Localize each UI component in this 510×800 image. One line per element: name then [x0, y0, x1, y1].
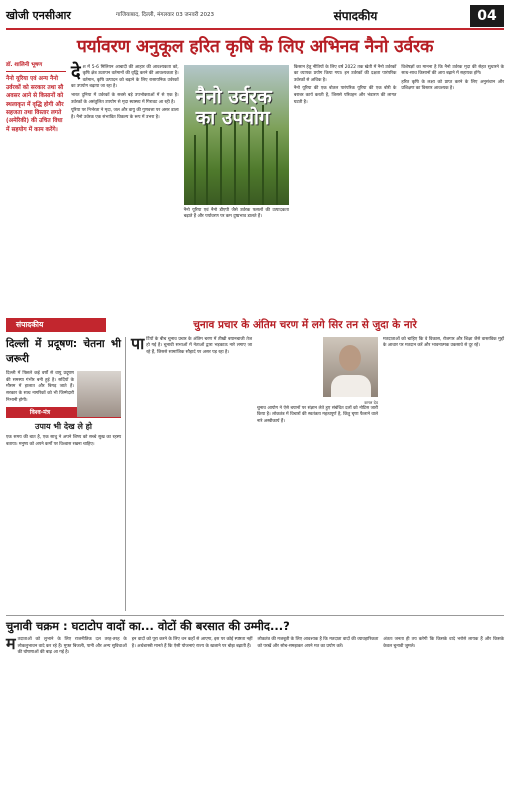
lead-paragraph: यूरिया पर निर्भरता ने मृदा, जल और वायु की गुणवत्ता पर असर डाला है। नैनो उर्वरक एक संभावित विकल्प के रूप में उभरा है। — [71, 108, 179, 120]
editorial-headline: दिल्ली में प्रदूषण: चेतना भी जरूरी — [6, 337, 121, 366]
bottom-column-2: इन वादों को पूरा करने के लिए धन कहाँ से आएगा, इस पर कोई स्पष्टता नहीं है। अर्थशास्त्री मानते हैं कि ऐसी योजनाएं राज्य के खजाने पर बोझ बढ़ाती हैं। — [131, 637, 253, 649]
issue-date: गाजियाबाद, दिल्ली, मंगलवार 03 जनवरी 2023 — [116, 12, 215, 19]
lead-column-4 — [401, 65, 504, 313]
sub-section-headline: उपाय भी देख ले हो — [34, 422, 92, 432]
section-title: संपादकीय — [333, 8, 378, 23]
page-number: 04 — [470, 5, 504, 27]
photo-credit: कमल देव — [364, 399, 378, 405]
lead-column-3 — [294, 65, 397, 313]
photo-caption: नैनो यूरिया एवं नैनो डीएपी जैसे उर्वरक फसलों की उत्पादकता बढ़ाते हैं और पर्यावरण पर कम दुष्प्रभाव डालते हैं। — [183, 207, 289, 220]
bottom-column-3: लोकतंत्र की मजबूती के लिए आवश्यक है कि मतदाता वादों की व्यावहारिकता को परखें और सोच-समझकर अपने मत का प्रयोग करें। — [257, 637, 379, 649]
lead-column-1 — [71, 61, 179, 313]
bottom-dropcap: म — [6, 634, 16, 654]
lead-paragraph: श में 5-6 मिलियन आबादी की आहार की आवश्यकता को, कृषि क्षेत्र ऊतापन वर्तमानों की वृद्धि करने की आवश्यकता है। वर्तमान, कृषि उत्पादन को बढ़ाने के लिए रासायनिक उर्वरकों का उपयोग बढ़ाया जा रहा है। — [71, 64, 179, 90]
lead-dropcap: दे — [71, 61, 81, 83]
lead-headline: पर्यावरण अनुकूल हरित कृषि के लिए अभिनव नैनो उर्वरक — [76, 37, 434, 57]
bottom-column-4: अंततः जनता ही तय करेगी कि किसके वादे भरोसे लायक हैं और किसके केवल चुनावी जुमले। — [383, 637, 504, 649]
bottom-headline: चुनावी चक्रम : घटाटोप वादों का... वोटों की बरसात की उम्मीद...? — [6, 615, 504, 635]
editorial-photo — [77, 371, 121, 417]
newspaper-logo: खोजी एनसीआर — [6, 8, 71, 22]
bottom-column-1: मतदाताओं को लुभाने के लिए राजनीतिक दल तरह-तरह के लोकलुभावन वादे कर रहे हैं। मुफ्त बिजली, पानी और अन्य सुविधाओं की घोषणाओं की बाढ़ आ गई है। — [6, 634, 127, 656]
bottom-article — [6, 634, 504, 659]
lead-photo-column — [184, 65, 289, 313]
crop-photo — [184, 65, 289, 205]
photo-overlay-text: नैनो उर्वरक का उपयोग — [195, 85, 272, 130]
article-dropcap: पा — [131, 333, 145, 353]
editorial-text: दिल्ली में पिछले कई वर्षों से वायु प्रदूषण की समस्या गंभीर बनी हुई है। सर्दियों के मौसम में हालात और बिगड़ जाते हैं। सरकार के साथ नागरिकों को भी जिम्मेदारी निभानी होगी। — [6, 371, 74, 403]
lead-paragraph: नैनो यूरिया की एक बोतल पारंपरिक यूरिया की एक बोरी के बराबर कार्य करती है, जिससे परिवहन और भंडारण की लागत घटती है। — [293, 86, 397, 105]
author-name: डॉ. शालिनी भूषण — [6, 62, 66, 72]
editorial-column — [6, 337, 126, 611]
article-column-3: मतदाताओं को चाहिए कि वे विकास, रोजगार और शिक्षा जैसे वास्तविक मुद्दों के आधार पर मतदान करें और भावनात्मक उकसावे से दूर रहें। — [383, 336, 504, 349]
editorial-band-label: संपादकीय — [6, 318, 106, 332]
masthead — [6, 4, 504, 30]
middle-section — [6, 333, 504, 611]
article-headline: चुनाव प्रचार के अंतिम चरण में लगे सिर तन से जुदा के नारे — [193, 318, 417, 331]
lead-paragraph: हरित कृषि के लक्ष्य को प्राप्त करने के लिए अनुसंधान और प्रशिक्षण का विस्तार आवश्यक है। — [401, 79, 504, 92]
lead-paragraph: भारत दुनिया में उर्वरकों के सबसे बड़े उपभोक्ताओं में से एक है। उर्वरकों के असंतुलित उपयोग से मृदा स्वास्थ्य में गिरावट आ रही है। — [71, 93, 179, 105]
columnist-photo — [323, 337, 378, 397]
article-body — [131, 333, 504, 611]
lead-paragraph: विशेषज्ञों का मानना है कि नैनो उर्वरक मृदा की सेहत सुधारने के साथ-साथ किसानों की आय बढ़ाने में सहायक होंगे। — [401, 64, 504, 77]
sub-section-text: एक समय की बात है, एक साधु ने अपने शिष्य को सच्चे सुख का रहस्य बताया। मनुष्य को अपने कर्मों पर विश्वास रखना चाहिए। — [6, 435, 121, 447]
editorial-band — [6, 317, 504, 333]
article-column-1: पार्टियों के बीच चुनाव प्रचार के अंतिम चरण में तीखी बयानबाजी तेज हो गई है। चुनावी सभाओं में नेताओं द्वारा भड़काऊ नारे लगाए जा रहे हैं, जिससे सामाजिक सौहार्द पर असर पड़ रहा है। — [131, 333, 252, 355]
article-column-2: कमल देव चुनाव आयोग ने ऐसे बयानों पर संज्ञान लेते हुए संबंधित दलों को नोटिस जारी किया है। लोकतंत्र में विचारों की स्वतंत्रता महत्वपूर्ण है, किंतु घृणा फैलाने वाले नारे अस्वीकार्य हैं। — [257, 337, 378, 611]
pull-quote: नैनो यूरिया एवं अन्य नैनो उर्वरकों को सरकार तथा सौ अवसर आने से किसानों को स्थलाकृत में वृद्धि होगी और सहजता तथा विस्तार लगते (अमेरिकी) की उचित विधा में सहयोग में काम करेंगे। — [6, 76, 64, 133]
author-sidebar — [6, 62, 66, 134]
lead-paragraph: किसान हेतु नीतियों के लिए वर्ष 2022 तक खेती में नैनो उर्वरकों का व्यापक प्रयोग किया गया। इन उर्वरकों की दक्षता पारंपरिक उर्वरकों से अधिक है। — [293, 64, 397, 83]
lead-story — [6, 61, 504, 313]
sub-section-band: विश्व-मंत्र — [6, 407, 121, 418]
